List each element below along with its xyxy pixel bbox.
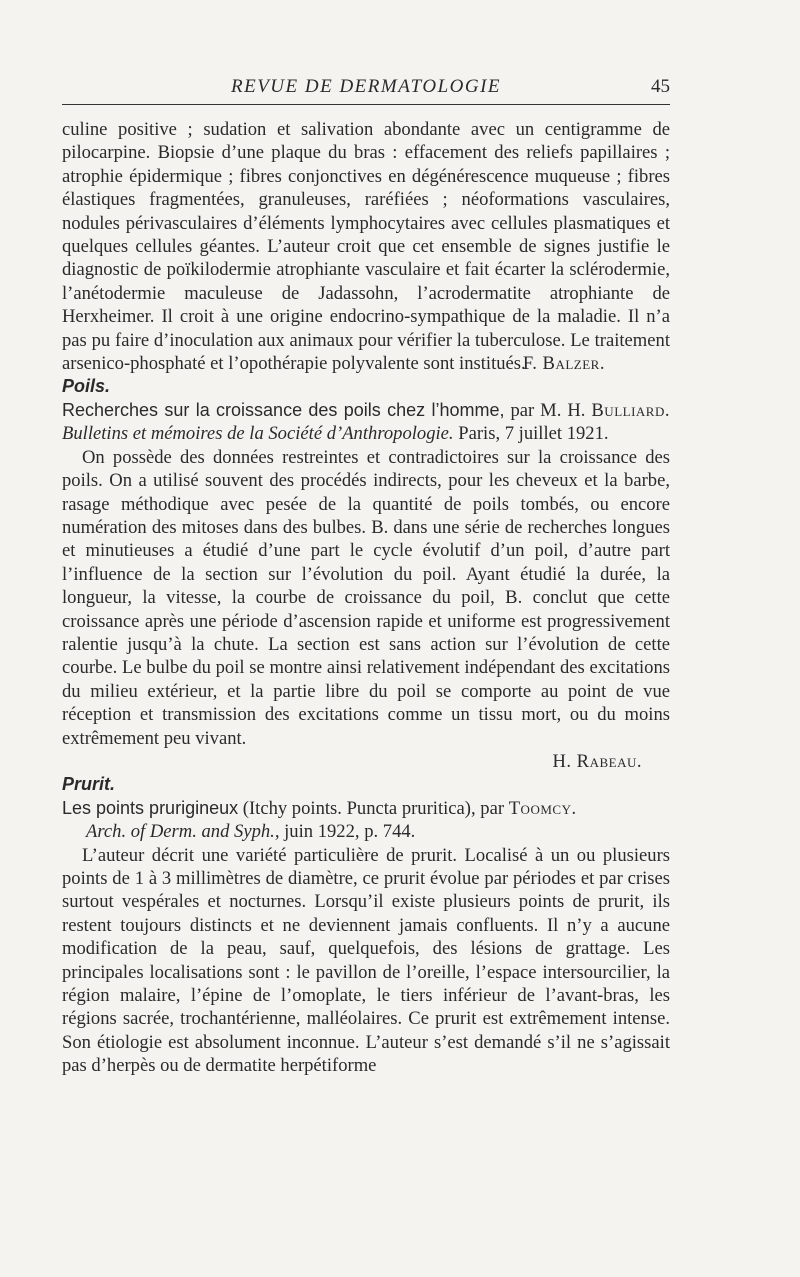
article-title: Les points prurigineux [62,797,239,818]
citation-author: Toomcy. [508,797,577,819]
page-body [62,118,670,1078]
page-header [62,76,670,105]
review-text-poils: On possède des données restreintes et contradictoires sur la croissance des poils. On a utilisé souvent des procédés indirects, pour les cheveux et la barbe, rasage méthodique avec pesée de la quantité de poils tombés, ou encore numération des mitoses dans des bulbes. B. dans une série de recherches longues et minutieuses a étudié d’une part le cycle évolutif d’un poil, d’autre part l’influence de la section sur l’évolution du poil. Ayant étudié la durée, la longueur, la vitesse, la courbe de croissance du poil, B. conclut que cette croissance après une période d’ascension rapide et uniforme est progressivement ralentie jusqu’à la chute. La section est sans action sur l’évolution de cette courbe. Le bulbe du poil se montre ainsi relativement indépendant des excitations du milieu extérieur, et la partie libre du poil se comporte au point de vue réception et transmission des excitations comme un tissu mort, ou du moins extrêmement peu vivant. [62,446,670,749]
citation-publication: Paris, 7 juillet 1921. [458,423,609,445]
review-continuation-text: culine positive ; sudation et salivation abondante avec un centigramme de pilocarpine. Biopsie d’une plaque du bras : effacement des reliefs papillaires ; atrophie épidermique ; fibres conjonctives en dégénérescence muqueuse ; fibres élastiques fragmentées, granuleuses, raréfiées ; néoformations vasculaires, nodules périvasculaires d’éléments lymphocytaires avec cellules plasmatiques et quelques cellules géantes. L’auteur croit que cet ensemble de signes justifie le diagnostic de poïkilodermie atrophiante vasculaire et fait écarter la sclérodermie, l’anétodermie maculeuse de Jadassohn, l’acrodermatite atrophiante de Herxheimer. Il croit à une origine endocrino-sympathique de la maladie. Il n’a pas pu faire d’inoculation aux animaux pour vérifier la tuberculose. Le traitement arsenico-phosphaté et l’opothérapie polyvalente sont institués. [62,119,670,375]
citation-by: par M. H. [510,399,586,421]
citation-author: Bulliard. [591,399,671,421]
citation-subtitle: (Itchy points. Puncta pruritica), par [242,797,505,819]
article-citation-poils [62,399,670,446]
review-text-prurit: L’auteur décrit une variété particulière de prurit. Localisé à un ou plusieurs points de 1 à 3 millimètres de diamètre, ce prurit évolue par périodes et par crises surtout vespérales et nocturnes. Lorsqu’il existe plusieurs points de prurit, ils restent toujours distincts et ne deviennent jamais confluents. Il n’y a aucune modification de la peau, sauf, quelquefois, des lésions de grattage. Les principales localisations sont : le pavillon de l’oreille, l’espace intersourcilier, la région malaire, l’épine de l’omoplate, le tiers inférieur de l’avant-bras, les régions sacrée, trochantérienne, malléolaires. Ce prurit est extrêmement intense. Son étiologie est absolument inconnue. L’auteur s’est demandé s’il ne s’agissait pas d’herpès ou de dermatite herpétiforme [62,844,670,1077]
section-heading-prurit: Prurit. [62,774,116,795]
section-heading-poils: Poils. [62,376,111,397]
article-citation-prurit [62,797,670,844]
signature-text: F. Balzer. [522,353,605,375]
citation-publication: juin 1922, p. 744. [284,821,416,843]
reviewer-signature [62,750,670,773]
citation-journal: Arch. of Derm. and Syph., [86,821,280,843]
citation-journal: Bulletins et mémoires de la Société d’Anthropologie. [62,423,454,445]
running-title: REVUE DE DERMATOLOGIE [230,76,502,97]
signature-text: H. Rabeau. [552,750,642,772]
page-number: 45 [651,76,670,97]
article-title: Recherches sur la croissance des poils chez l’homme, [62,399,505,420]
